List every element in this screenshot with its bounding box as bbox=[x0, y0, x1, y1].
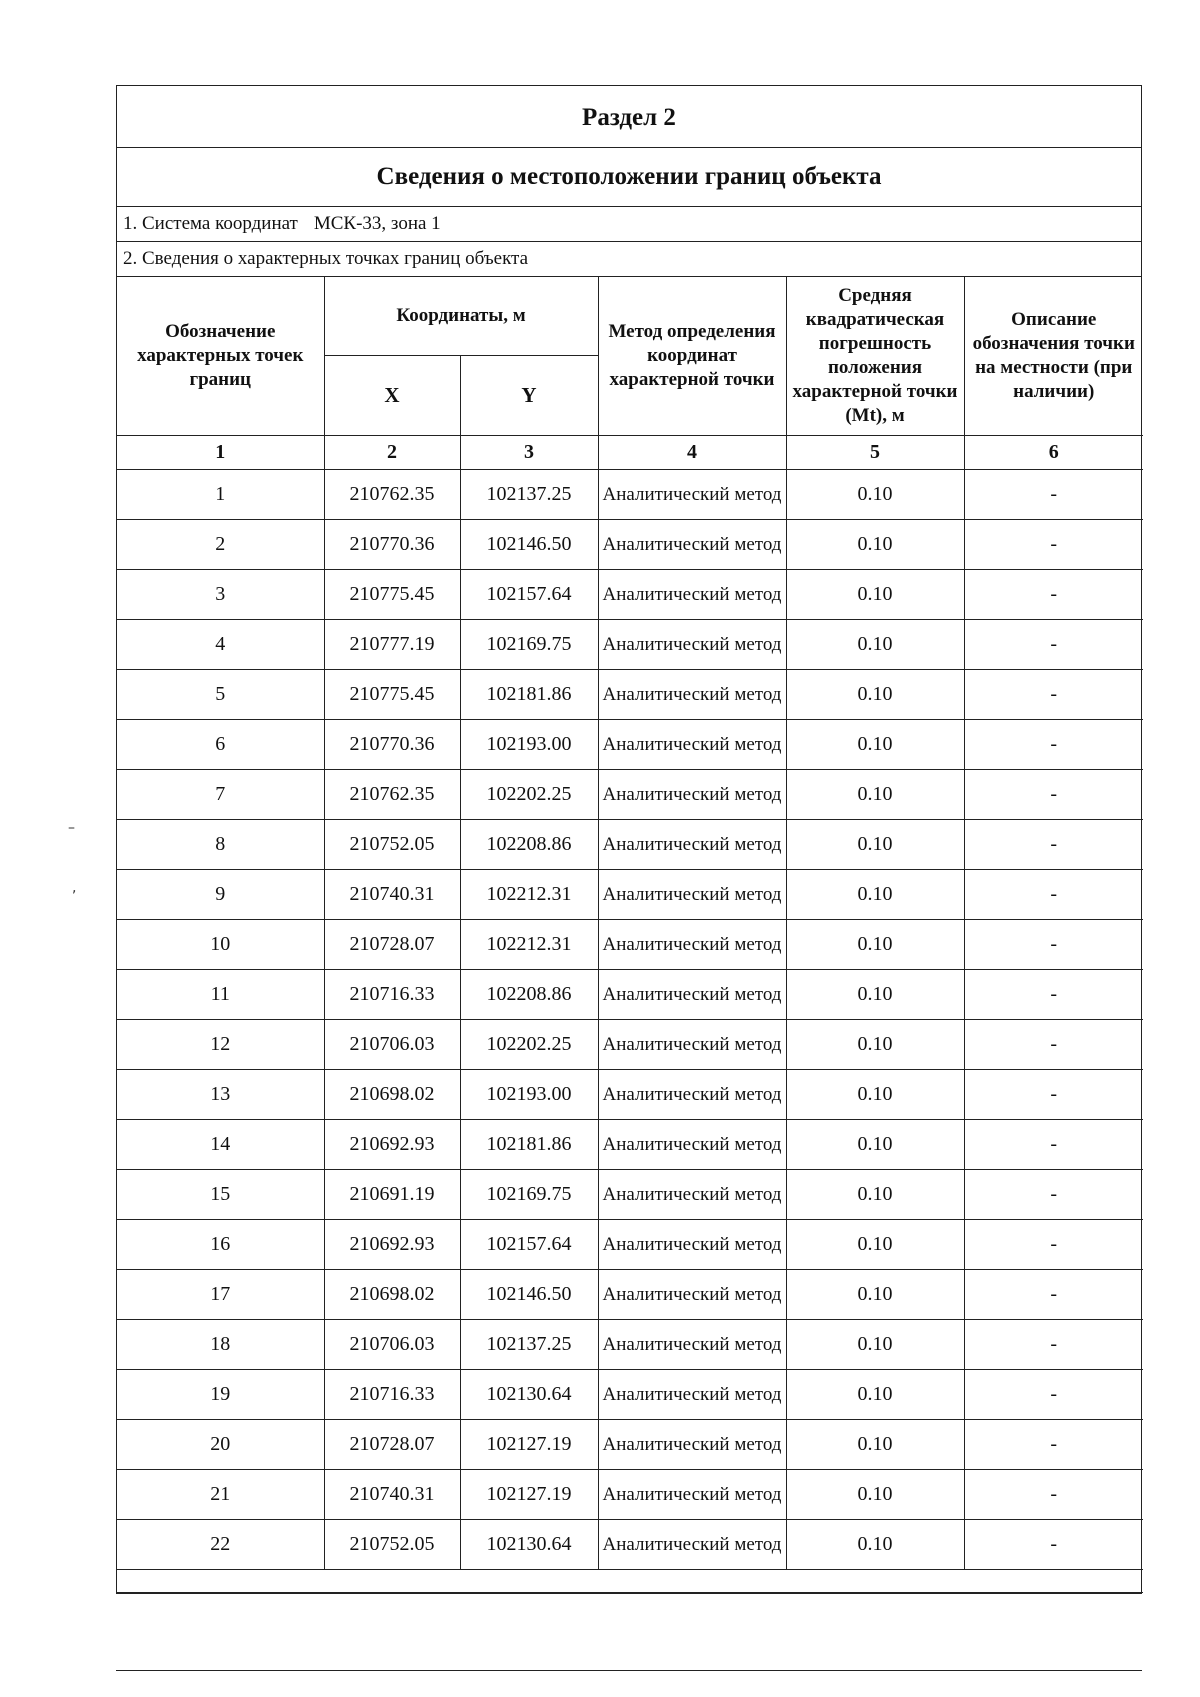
description-cell: - bbox=[964, 1469, 1143, 1519]
method-cell: Аналитический метод bbox=[598, 969, 786, 1019]
column-number: 1 bbox=[117, 435, 324, 469]
y-coordinate-cell: 102208.86 bbox=[460, 819, 598, 869]
point-number-cell: 16 bbox=[117, 1219, 324, 1269]
description-cell: - bbox=[964, 569, 1143, 619]
point-number-cell: 1 bbox=[117, 469, 324, 519]
x-coordinate-cell: 210716.33 bbox=[324, 1369, 460, 1419]
x-coordinate-cell: 210706.03 bbox=[324, 1319, 460, 1369]
point-number-cell: 19 bbox=[117, 1369, 324, 1419]
table-row bbox=[117, 719, 1143, 769]
error-cell: 0.10 bbox=[786, 1219, 964, 1269]
error-cell: 0.10 bbox=[786, 769, 964, 819]
method-cell: Аналитический метод bbox=[598, 1269, 786, 1319]
y-coordinate-cell: 102202.25 bbox=[460, 769, 598, 819]
description-cell: - bbox=[964, 669, 1143, 719]
description-cell: - bbox=[964, 719, 1143, 769]
error-cell: 0.10 bbox=[786, 569, 964, 619]
error-cell: 0.10 bbox=[786, 1519, 964, 1569]
description-cell: - bbox=[964, 1219, 1143, 1269]
method-cell: Аналитический метод bbox=[598, 1419, 786, 1469]
x-coordinate-cell: 210740.31 bbox=[324, 1469, 460, 1519]
description-cell: - bbox=[964, 1069, 1143, 1119]
point-number-cell: 12 bbox=[117, 1019, 324, 1069]
header-method: Метод определения координат характерной точки bbox=[598, 277, 786, 435]
method-cell: Аналитический метод bbox=[598, 1369, 786, 1419]
method-cell: Аналитический метод bbox=[598, 1519, 786, 1569]
header-point: Обозначение характерных точек границ bbox=[117, 277, 324, 435]
method-cell: Аналитический метод bbox=[598, 769, 786, 819]
method-cell: Аналитический метод bbox=[598, 1319, 786, 1369]
error-cell: 0.10 bbox=[786, 1369, 964, 1419]
y-coordinate-cell: 102130.64 bbox=[460, 1369, 598, 1419]
y-coordinate-cell: 102137.25 bbox=[460, 1319, 598, 1369]
table-row bbox=[117, 869, 1143, 919]
method-cell: Аналитический метод bbox=[598, 1469, 786, 1519]
point-number-cell: 9 bbox=[117, 869, 324, 919]
y-coordinate-cell: 102157.64 bbox=[460, 569, 598, 619]
error-cell: 0.10 bbox=[786, 1069, 964, 1119]
description-cell: - bbox=[964, 1269, 1143, 1319]
table-row bbox=[117, 469, 1143, 519]
document-sheet bbox=[116, 85, 1142, 1594]
method-cell: Аналитический метод bbox=[598, 619, 786, 669]
point-number-cell: 11 bbox=[117, 969, 324, 1019]
error-cell: 0.10 bbox=[786, 719, 964, 769]
method-cell: Аналитический метод bbox=[598, 719, 786, 769]
x-coordinate-cell: 210728.07 bbox=[324, 919, 460, 969]
table-row bbox=[117, 1519, 1143, 1569]
table-row bbox=[117, 519, 1143, 569]
column-number: 2 bbox=[324, 435, 460, 469]
method-cell: Аналитический метод bbox=[598, 1119, 786, 1169]
header-x: X bbox=[324, 355, 460, 435]
description-cell: - bbox=[964, 1519, 1143, 1569]
x-coordinate-cell: 210698.02 bbox=[324, 1069, 460, 1119]
error-cell: 0.10 bbox=[786, 669, 964, 719]
description-cell: - bbox=[964, 1019, 1143, 1069]
table-row bbox=[117, 619, 1143, 669]
description-cell: - bbox=[964, 1119, 1143, 1169]
error-cell: 0.10 bbox=[786, 869, 964, 919]
coordinate-system-label: 1. Система координат bbox=[123, 213, 298, 234]
point-number-cell: 13 bbox=[117, 1069, 324, 1119]
error-cell: 0.10 bbox=[786, 1469, 964, 1519]
method-cell: Аналитический метод bbox=[598, 519, 786, 569]
x-coordinate-cell: 210698.02 bbox=[324, 1269, 460, 1319]
error-cell: 0.10 bbox=[786, 1169, 964, 1219]
x-coordinate-cell: 210762.35 bbox=[324, 469, 460, 519]
point-number-cell: 14 bbox=[117, 1119, 324, 1169]
x-coordinate-cell: 210716.33 bbox=[324, 969, 460, 1019]
error-cell: 0.10 bbox=[786, 619, 964, 669]
error-cell: 0.10 bbox=[786, 1019, 964, 1069]
empty-cell bbox=[117, 1569, 1143, 1592]
point-number-cell: 6 bbox=[117, 719, 324, 769]
scan-mark: , bbox=[72, 880, 77, 896]
points-info-label: 2. Сведения о характерных точках границ объекта bbox=[123, 248, 529, 269]
x-coordinate-cell: 210775.45 bbox=[324, 569, 460, 619]
y-coordinate-cell: 102127.19 bbox=[460, 1469, 598, 1519]
header-description: Описание обозначения точки на местности (при наличии) bbox=[964, 277, 1143, 435]
points-info-row bbox=[117, 242, 1141, 277]
description-cell: - bbox=[964, 519, 1143, 569]
table-row bbox=[117, 1169, 1143, 1219]
error-cell: 0.10 bbox=[786, 1119, 964, 1169]
coordinate-system-value: МСК-33, зона 1 bbox=[313, 213, 441, 234]
x-coordinate-cell: 210706.03 bbox=[324, 1019, 460, 1069]
point-number-cell: 21 bbox=[117, 1469, 324, 1519]
description-cell: - bbox=[964, 619, 1143, 669]
x-coordinate-cell: 210691.19 bbox=[324, 1169, 460, 1219]
y-coordinate-cell: 102202.25 bbox=[460, 1019, 598, 1069]
description-cell: - bbox=[964, 769, 1143, 819]
method-cell: Аналитический метод bbox=[598, 869, 786, 919]
error-cell: 0.10 bbox=[786, 1269, 964, 1319]
table-row bbox=[117, 1219, 1143, 1269]
point-number-cell: 4 bbox=[117, 619, 324, 669]
description-cell: - bbox=[964, 869, 1143, 919]
method-cell: Аналитический метод bbox=[598, 1069, 786, 1119]
error-cell: 0.10 bbox=[786, 1419, 964, 1469]
point-number-cell: 3 bbox=[117, 569, 324, 619]
table-row bbox=[117, 819, 1143, 869]
coordinate-system-row bbox=[117, 207, 1141, 242]
table-row bbox=[117, 969, 1143, 1019]
table-row bbox=[117, 769, 1143, 819]
table-row bbox=[117, 1119, 1143, 1169]
boundary-points-table bbox=[117, 277, 1143, 1593]
y-coordinate-cell: 102181.86 bbox=[460, 669, 598, 719]
table-empty-row bbox=[117, 1569, 1143, 1592]
method-cell: Аналитический метод bbox=[598, 469, 786, 519]
y-coordinate-cell: 102146.50 bbox=[460, 519, 598, 569]
column-numbers-row bbox=[117, 435, 1143, 469]
table-row bbox=[117, 569, 1143, 619]
point-number-cell: 15 bbox=[117, 1169, 324, 1219]
y-coordinate-cell: 102208.86 bbox=[460, 969, 598, 1019]
description-cell: - bbox=[964, 1369, 1143, 1419]
header-error: Средняя квадратическая погрешность положения характерной точки (Mt), м bbox=[786, 277, 964, 435]
x-coordinate-cell: 210762.35 bbox=[324, 769, 460, 819]
y-coordinate-cell: 102169.75 bbox=[460, 1169, 598, 1219]
method-cell: Аналитический метод bbox=[598, 569, 786, 619]
point-number-cell: 18 bbox=[117, 1319, 324, 1369]
y-coordinate-cell: 102146.50 bbox=[460, 1269, 598, 1319]
description-cell: - bbox=[964, 919, 1143, 969]
x-coordinate-cell: 210692.93 bbox=[324, 1119, 460, 1169]
y-coordinate-cell: 102169.75 bbox=[460, 619, 598, 669]
point-number-cell: 5 bbox=[117, 669, 324, 719]
point-number-cell: 2 bbox=[117, 519, 324, 569]
y-coordinate-cell: 102127.19 bbox=[460, 1419, 598, 1469]
description-cell: - bbox=[964, 1419, 1143, 1469]
y-coordinate-cell: 102212.31 bbox=[460, 919, 598, 969]
footer-divider bbox=[116, 1670, 1142, 1671]
point-number-cell: 20 bbox=[117, 1419, 324, 1469]
column-number: 4 bbox=[598, 435, 786, 469]
error-cell: 0.10 bbox=[786, 919, 964, 969]
column-number: 6 bbox=[964, 435, 1143, 469]
scan-mark: – bbox=[68, 820, 75, 836]
y-coordinate-cell: 102193.00 bbox=[460, 1069, 598, 1119]
description-cell: - bbox=[964, 469, 1143, 519]
y-coordinate-cell: 102193.00 bbox=[460, 719, 598, 769]
y-coordinate-cell: 102212.31 bbox=[460, 869, 598, 919]
x-coordinate-cell: 210740.31 bbox=[324, 869, 460, 919]
table-row bbox=[117, 669, 1143, 719]
error-cell: 0.10 bbox=[786, 969, 964, 1019]
point-number-cell: 22 bbox=[117, 1519, 324, 1569]
error-cell: 0.10 bbox=[786, 469, 964, 519]
y-coordinate-cell: 102181.86 bbox=[460, 1119, 598, 1169]
method-cell: Аналитический метод bbox=[598, 669, 786, 719]
table-row bbox=[117, 1369, 1143, 1419]
x-coordinate-cell: 210770.36 bbox=[324, 719, 460, 769]
section-subtitle: Сведения о местоположении границ объекта bbox=[117, 148, 1141, 207]
x-coordinate-cell: 210692.93 bbox=[324, 1219, 460, 1269]
table-row bbox=[117, 919, 1143, 969]
description-cell: - bbox=[964, 1319, 1143, 1369]
method-cell: Аналитический метод bbox=[598, 1219, 786, 1269]
table-row bbox=[117, 1269, 1143, 1319]
error-cell: 0.10 bbox=[786, 819, 964, 869]
table-row bbox=[117, 1319, 1143, 1369]
table-row bbox=[117, 1419, 1143, 1469]
description-cell: - bbox=[964, 969, 1143, 1019]
section-title: Раздел 2 bbox=[117, 86, 1141, 148]
table-row bbox=[117, 1069, 1143, 1119]
point-number-cell: 17 bbox=[117, 1269, 324, 1319]
x-coordinate-cell: 210777.19 bbox=[324, 619, 460, 669]
error-cell: 0.10 bbox=[786, 519, 964, 569]
header-y: Y bbox=[460, 355, 598, 435]
x-coordinate-cell: 210770.36 bbox=[324, 519, 460, 569]
method-cell: Аналитический метод bbox=[598, 1169, 786, 1219]
y-coordinate-cell: 102157.64 bbox=[460, 1219, 598, 1269]
y-coordinate-cell: 102130.64 bbox=[460, 1519, 598, 1569]
y-coordinate-cell: 102137.25 bbox=[460, 469, 598, 519]
method-cell: Аналитический метод bbox=[598, 819, 786, 869]
x-coordinate-cell: 210752.05 bbox=[324, 819, 460, 869]
x-coordinate-cell: 210775.45 bbox=[324, 669, 460, 719]
point-number-cell: 8 bbox=[117, 819, 324, 869]
error-cell: 0.10 bbox=[786, 1319, 964, 1369]
column-number: 5 bbox=[786, 435, 964, 469]
table-row bbox=[117, 1019, 1143, 1069]
method-cell: Аналитический метод bbox=[598, 1019, 786, 1069]
column-number: 3 bbox=[460, 435, 598, 469]
point-number-cell: 10 bbox=[117, 919, 324, 969]
description-cell: - bbox=[964, 1169, 1143, 1219]
method-cell: Аналитический метод bbox=[598, 919, 786, 969]
point-number-cell: 7 bbox=[117, 769, 324, 819]
x-coordinate-cell: 210728.07 bbox=[324, 1419, 460, 1469]
table-row bbox=[117, 1469, 1143, 1519]
description-cell: - bbox=[964, 819, 1143, 869]
header-coordinates: Координаты, м bbox=[324, 277, 598, 355]
x-coordinate-cell: 210752.05 bbox=[324, 1519, 460, 1569]
